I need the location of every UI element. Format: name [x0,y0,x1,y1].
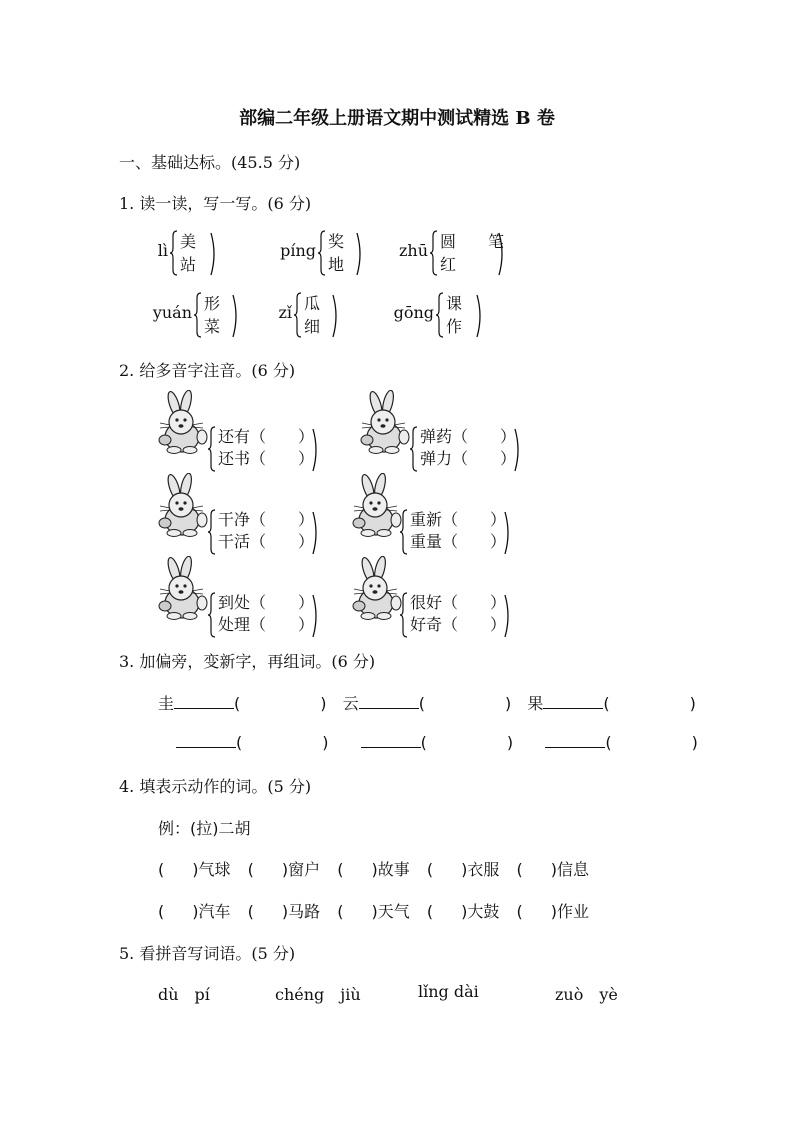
char-line: 细 [304,317,321,336]
word-line: 还书（ ） [218,449,315,468]
word-line: 处理（ ） [218,615,315,634]
rabbit-icon [358,390,414,454]
word-line: 重新（ ） [410,510,507,529]
base-char: 云 [342,694,359,713]
question-3-label: 3. 加偏旁，变新字，再组词。(6 分) [119,652,376,671]
q1-group-1 [157,230,230,278]
right-paren-icon [312,511,320,555]
left-brace-icon [170,230,178,276]
q1-group-5 [278,292,354,340]
blank-line[interactable] [361,733,421,748]
left-brace-icon [208,592,216,638]
q1-group-3 [398,230,520,278]
base-char: 果 [527,694,544,713]
pinyin: yuán [152,303,192,322]
word: 重新 [410,510,443,529]
left-brace-icon [400,592,408,638]
word: 干净 [218,510,251,529]
word-line: 干净（ ） [218,510,315,529]
char-line: 站 [180,255,197,274]
noun: 信息 [556,860,589,879]
rabbit-icon [350,556,406,620]
page-title: 部编二年级上册语文期中测试精选 B 卷 [239,108,555,129]
word: 到处 [218,593,251,612]
char-line: 红 [440,255,457,274]
rabbit-icon [156,390,212,454]
word: 还书 [218,449,251,468]
word-line: 弹药（ ） [420,427,517,446]
question-1-label: 1. 读一读，写一写。(6 分) [119,194,312,213]
q3-row-2: ( ) ( ) ( ) [176,733,698,752]
right-paren-icon [498,232,506,276]
word-line: 好奇（ ） [410,615,507,634]
noun: 汽车 [198,902,231,921]
section-heading-1: 一、基础达标。(45.5 分) [119,153,301,172]
left-brace-icon [294,292,302,338]
word: 还有 [218,427,251,446]
noun: 天气 [377,902,410,921]
rabbit-icon [156,556,212,620]
q5-pinyin-3: lǐng dài [418,982,479,1001]
blank-line[interactable] [545,733,605,748]
left-brace-icon [430,230,438,276]
noun: 衣服 [467,860,500,879]
right-paren-icon [356,232,364,276]
left-brace-icon [208,509,216,555]
word: 处理 [218,615,251,634]
q4-example: 例：(拉)二胡 [158,819,251,838]
right-paren-icon [332,294,340,338]
right-paren-icon [476,294,484,338]
question-2-label: 2. 给多音字注音。(6 分) [119,361,296,380]
q1-group-6 [393,292,496,340]
word: 很好 [410,593,443,612]
word: 重量 [410,532,443,551]
char-line: 菜 [204,317,221,336]
q2-pair-1 [208,426,328,474]
rabbit-icon [156,473,212,537]
q3-row-1: 圭 ( ) 云 ( ) 果 ( ) [158,694,696,713]
q5-pinyin-2: chéng jiù [275,985,361,1004]
char-line: 形 [204,294,221,313]
right-paren-icon [312,594,320,638]
word-line: 重量（ ） [410,532,507,551]
q5-pinyin-4: zuò yè [555,985,618,1004]
blank-line[interactable] [543,694,603,709]
rabbit-icon [350,473,406,537]
q2-pair-4 [400,509,520,557]
question-5-label: 5. 看拼音写词语。(5 分) [119,944,296,963]
noun: 气球 [198,860,231,879]
right-paren-icon [312,428,320,472]
q5-pinyin-1: dù pí [158,985,210,1004]
blank-line[interactable] [176,733,236,748]
char-line: 作 [446,317,463,336]
q2-pair-3 [208,509,328,557]
noun: 作业 [556,902,589,921]
left-brace-icon [410,426,418,472]
word: 弹力 [420,449,453,468]
left-brace-icon [400,509,408,555]
left-brace-icon [436,292,444,338]
pinyin: píng [280,241,316,260]
char-line: 奖 [328,232,345,251]
q2-pair-2 [410,426,530,474]
pinyin: zǐ [278,303,292,322]
blank-line[interactable] [359,694,419,709]
noun: 大鼓 [467,902,500,921]
pinyin: lì [157,241,168,260]
char-line: 圆 笔 [440,232,505,251]
word: 干活 [218,532,251,551]
q4-row-1: ( )气球 ( )窗户 ( )故事 ( )衣服 ( )信息 [158,860,589,879]
word-line: 很好（ ） [410,593,507,612]
q4-row-2: ( )汽车 ( )马路 ( )天气 ( )大鼓 ( )作业 [158,902,589,921]
pinyin: zhū [398,241,428,260]
question-4-label: 4. 填表示动作的词。(5 分) [119,777,312,796]
noun: 马路 [288,902,321,921]
word: 弹药 [420,427,453,446]
word: 好奇 [410,615,443,634]
word-line: 到处（ ） [218,593,315,612]
char-line: 地 [328,255,345,274]
left-brace-icon [208,426,216,472]
word-line: 弹力（ ） [420,449,517,468]
char-line: 瓜 [304,294,321,313]
left-brace-icon [194,292,202,338]
right-paren-icon [504,594,512,638]
noun: 窗户 [288,860,321,879]
q2-pair-6 [400,592,520,640]
q1-group-4 [152,292,254,340]
char-line: 课 [446,294,463,313]
char-line: 美 [180,232,197,251]
noun: 故事 [377,860,410,879]
q2-pair-5 [208,592,328,640]
word-line: 干活（ ） [218,532,315,551]
left-brace-icon [318,230,326,276]
pinyin: gōng [393,303,434,322]
q1-group-2 [280,230,378,278]
right-paren-icon [504,511,512,555]
blank-line[interactable] [174,694,234,709]
word-line: 还有（ ） [218,427,315,446]
right-paren-icon [210,232,218,276]
right-paren-icon [232,294,240,338]
right-paren-icon [514,428,522,472]
base-char: 圭 [158,694,175,713]
